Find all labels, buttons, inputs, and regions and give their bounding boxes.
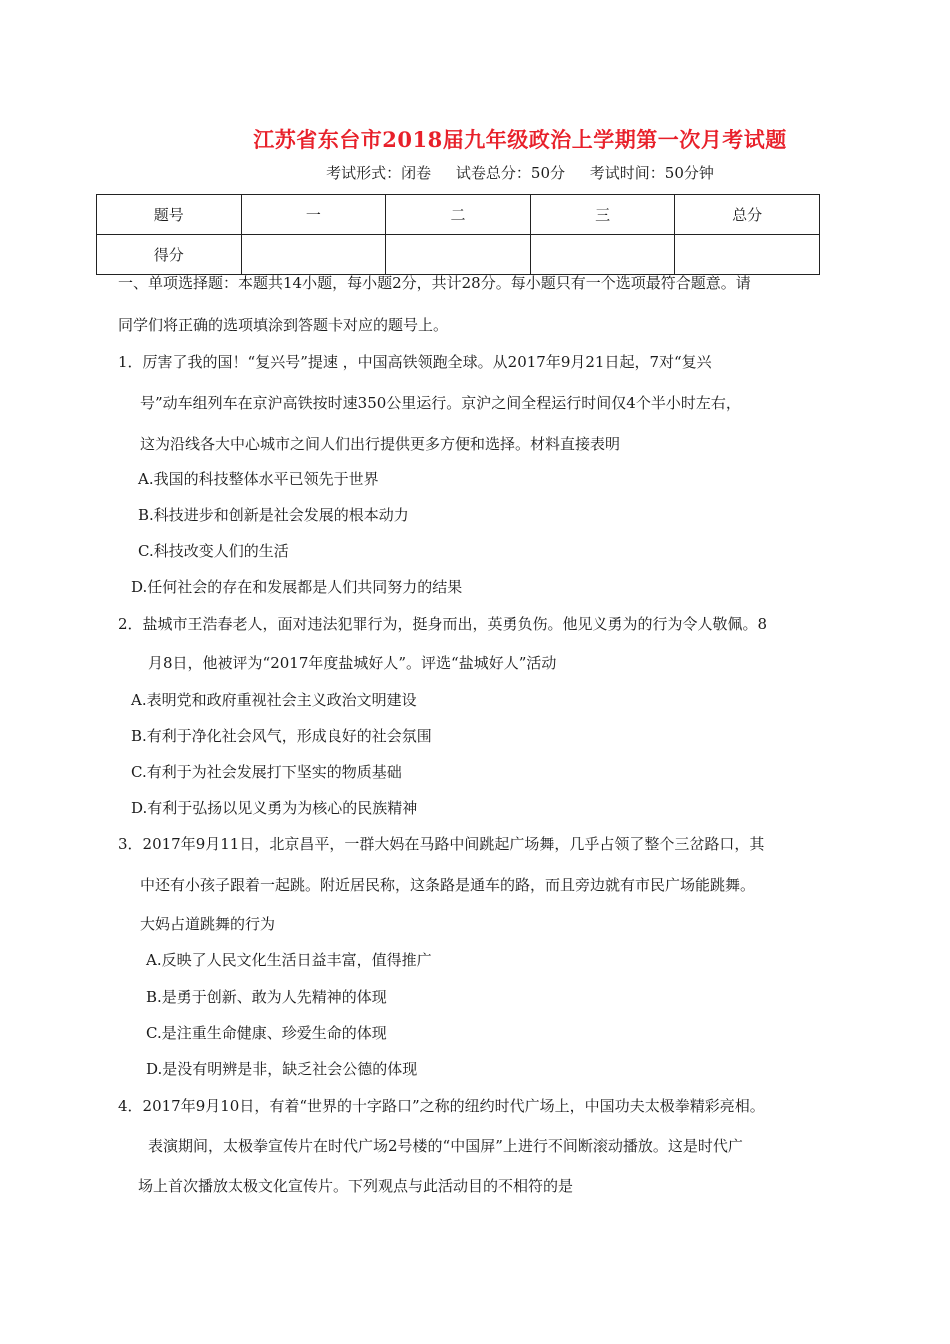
question-stem-line: 中还有小孩子跟着一起跳。附近居民称，这条路是通车的路，而且旁边就有市民广场能跳舞。 xyxy=(140,876,756,894)
exam-title: 江苏省东台市2018届九年级政治上学期第一次月考试题 xyxy=(253,127,787,152)
score-header-cell: 一 xyxy=(241,195,386,235)
score-table-row xyxy=(97,235,820,275)
option-a: A.反映了人民文化生活日益丰富，值得推广 xyxy=(146,951,432,969)
exam-meta xyxy=(0,162,950,183)
exam-time: 考试时间：50分钟 xyxy=(589,164,714,182)
score-blank-cell xyxy=(386,235,531,275)
score-row-label: 得分 xyxy=(97,235,242,275)
section-intro-line: 一、单项选择题：本题共14小题，每小题2分，共计28分。每小题只有一个选项最符合题意。请 xyxy=(118,274,751,292)
score-header-cell: 题号 xyxy=(97,195,242,235)
option-d: D.任何社会的存在和发展都是人们共同努力的结果 xyxy=(131,578,463,596)
option-c: C.是注重生命健康、珍爱生命的体现 xyxy=(146,1024,387,1042)
question-stem-line: 1．厉害了我的国！“复兴号”提速 ，中国高铁领跑全球。从2017年9月21日起，7对“复兴 xyxy=(118,353,712,371)
option-a: A.表明党和政府重视社会主义政治文明建设 xyxy=(131,691,417,709)
question-stem-line: 3．2017年9月11日，北京昌平，一群大妈在马路中间跳起广场舞，几乎占领了整个三岔路口，其 xyxy=(118,835,765,853)
score-table-header-row xyxy=(97,195,820,235)
question-stem-line: 月8日，他被评为“2017年度盐城好人”。评选“盐城好人”活动 xyxy=(148,654,557,672)
option-d: D.有利于弘扬以见义勇为为核心的民族精神 xyxy=(131,799,418,817)
score-blank-cell xyxy=(675,235,820,275)
option-b: B.是勇于创新、敢为人先精神的体现 xyxy=(146,988,387,1006)
exam-form: 考试形式：闭卷 xyxy=(326,164,432,182)
score-header-cell: 二 xyxy=(386,195,531,235)
section-intro-line: 同学们将正确的选项填涂到答题卡对应的题号上。 xyxy=(118,316,449,334)
question-stem-line: 这为沿线各大中心城市之间人们出行提供更多方便和选择。材料直接表明 xyxy=(140,435,621,453)
option-c: C.科技改变人们的生活 xyxy=(138,542,289,560)
option-b: B.有利于净化社会风气，形成良好的社会氛围 xyxy=(131,727,432,745)
question-stem-line: 4．2017年9月10日，有着“世界的十字路口”之称的纽约时代广场上，中国功夫太极拳精彩亮相。 xyxy=(118,1097,765,1115)
question-stem-line: 大妈占道跳舞的行为 xyxy=(140,915,276,933)
question-stem-line: 2．盐城市王浩春老人，面对违法犯罪行为，挺身而出，英勇负伤。他见义勇为的行为令人敬佩。8 xyxy=(118,615,768,633)
score-header-cell: 总分 xyxy=(675,195,820,235)
score-blank-cell xyxy=(530,235,675,275)
score-blank-cell xyxy=(241,235,386,275)
exam-total-score: 试卷总分：50分 xyxy=(455,164,565,182)
question-stem-line: 号”动车组列车在京沪高铁按时速350公里运行。京沪之间全程运行时间仅4个半小时左右， xyxy=(140,394,741,412)
score-table xyxy=(96,194,820,275)
score-header-cell: 三 xyxy=(530,195,675,235)
option-a: A.我国的科技整体水平已领先于世界 xyxy=(138,470,379,488)
option-c: C.有利于为社会发展打下坚实的物质基础 xyxy=(131,763,402,781)
option-d: D.是没有明辨是非，缺乏社会公德的体现 xyxy=(146,1060,418,1078)
option-b: B.科技进步和创新是社会发展的根本动力 xyxy=(138,506,409,524)
question-stem-line: 场上首次播放太极文化宣传片。下列观点与此活动目的不相符的是 xyxy=(138,1177,574,1195)
question-stem-line: 表演期间，太极拳宣传片在时代广场2号楼的“中国屏”上进行不间断滚动播放。这是时代广 xyxy=(148,1137,743,1155)
